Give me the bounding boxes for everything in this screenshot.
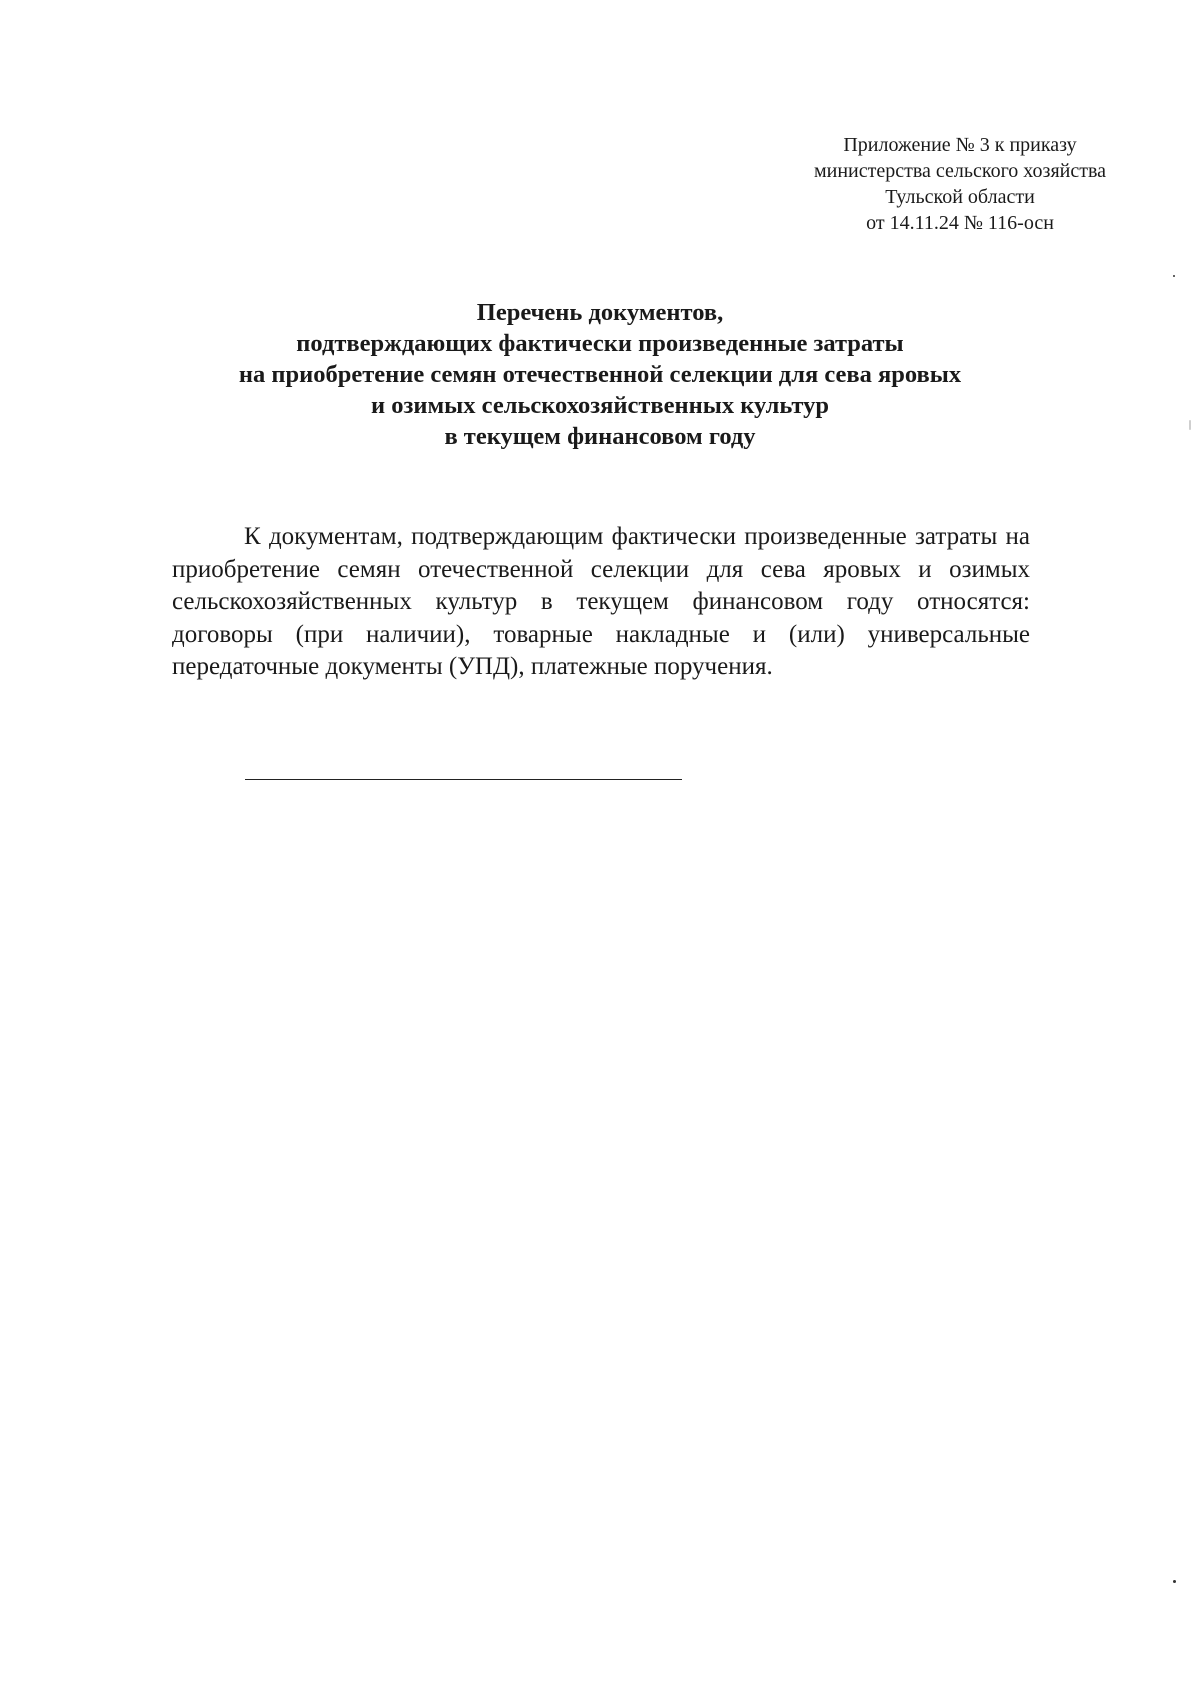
scan-speck [1189, 420, 1191, 430]
title-line-1: Перечень документов, [476, 299, 724, 326]
title-line-5: в текущем финансовом году [444, 423, 756, 450]
appendix-line-1: Приложение № 3 к приказу [843, 134, 1077, 156]
scan-speck [1173, 275, 1175, 277]
body-paragraph: К документам, подтверждающим фактически произведенные затраты на приобретение семян отечественной селекции для сева яровых и озимых сельскохозяйственных культур в текущем финансовом году относятся: договоры (при наличии), товарные накладные и (или) универсальные передаточные документы (УПД), платежные поручения. [172, 523, 1030, 680]
end-divider [245, 779, 682, 780]
appendix-line-2: министерства сельского хозяйства [813, 160, 1107, 182]
title-line-4: и озимых сельскохозяйственных культур [371, 392, 829, 419]
appendix-line-3: Тульской области [885, 186, 1035, 208]
document-title [130, 297, 1070, 452]
title-line-2: подтверждающих фактически произведенные затраты [296, 330, 904, 357]
title-line-3: на приобретение семян отечественной селекции для сева яровых [238, 361, 962, 388]
appendix-line-4: от 14.11.24 № 116-осн [866, 212, 1054, 234]
scan-speck [1173, 1580, 1176, 1583]
appendix-header [790, 132, 1130, 236]
